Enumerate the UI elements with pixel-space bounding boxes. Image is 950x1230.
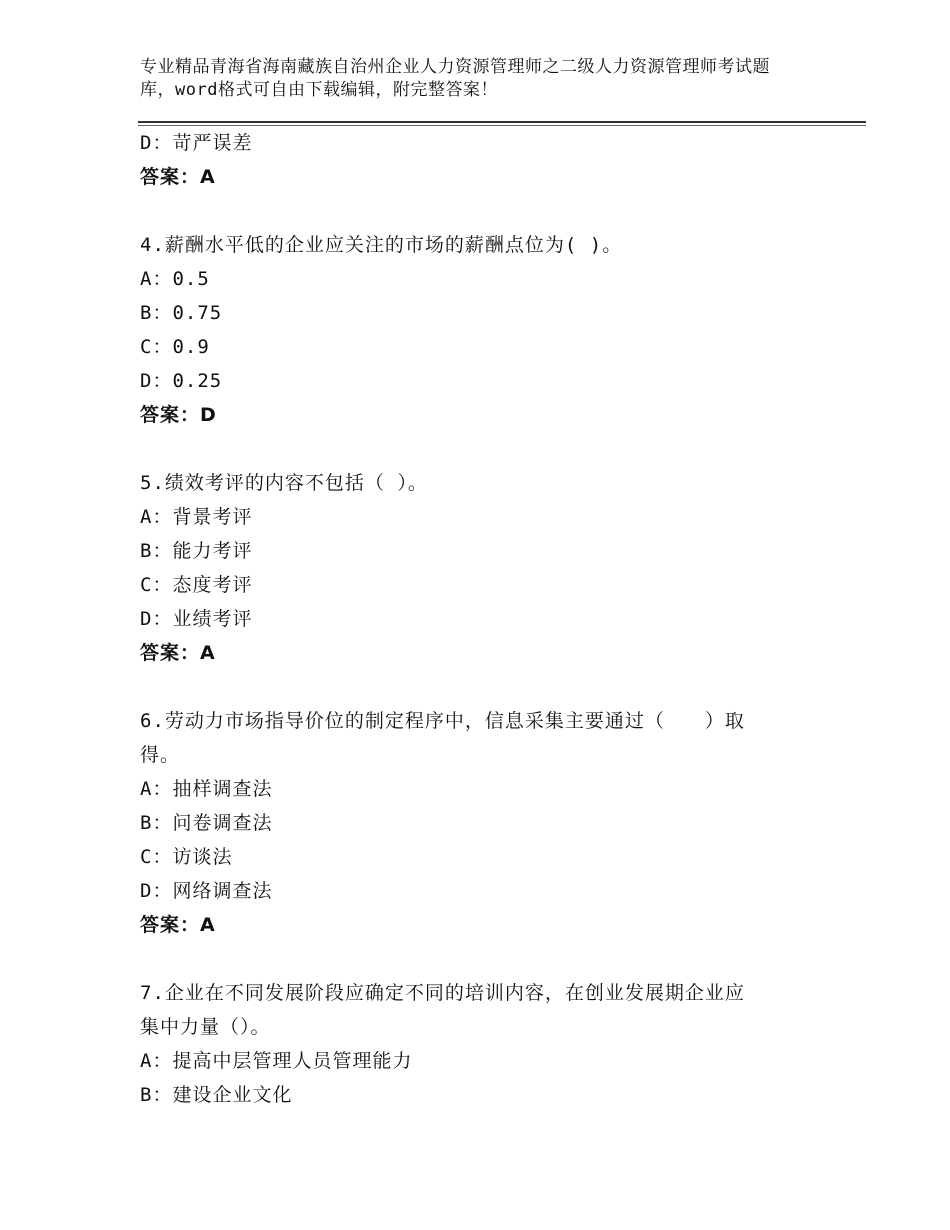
option-a: A：背景考评	[140, 506, 253, 528]
header-title-line-1: 专业精品青海省海南藏族自治州企业人力资源管理师之二级人力资源管理师考试题	[140, 57, 770, 77]
question-3-tail	[140, 126, 840, 194]
exam-content	[140, 126, 840, 1112]
question-6	[140, 704, 840, 942]
question-7	[140, 976, 840, 1112]
option-d: D：网络调查法	[140, 880, 273, 902]
page-header	[140, 56, 840, 102]
question-text-line-1: 7.企业在不同发展阶段应确定不同的培训内容，在创业发展期企业应	[140, 982, 745, 1004]
option-c: C：0.9	[140, 336, 210, 358]
question-5	[140, 466, 840, 670]
option-d: D：0.25	[140, 370, 223, 392]
answer-line: 答案：D	[140, 404, 217, 426]
question-text-line-2: 集中力量（）。	[140, 1016, 271, 1038]
question-text-line-1: 6.劳动力市场指导价位的制定程序中，信息采集主要通过（ ）取	[140, 710, 745, 732]
spacer	[140, 942, 840, 976]
spacer	[140, 432, 840, 466]
answer-line: 答案：A	[140, 166, 216, 188]
question-4	[140, 228, 840, 432]
question-text-line-2: 得。	[140, 744, 181, 766]
question-text: 5.绩效考评的内容不包括（ ）。	[140, 472, 428, 494]
spacer	[140, 670, 840, 704]
option-c: C：态度考评	[140, 574, 253, 596]
option-b: B：问卷调查法	[140, 812, 273, 834]
header-title-line-2: 库，word格式可自由下载编辑，附完整答案！	[140, 80, 498, 100]
option-b: B：能力考评	[140, 540, 253, 562]
option-c: C：访谈法	[140, 846, 233, 868]
answer-line: 答案：A	[140, 642, 216, 664]
answer-line: 答案：A	[140, 914, 216, 936]
option-a: A：0.5	[140, 268, 210, 290]
header-rule-thick	[138, 121, 866, 123]
option-a: A：提高中层管理人员管理能力	[140, 1050, 413, 1072]
option-d: D：苛严误差	[140, 132, 253, 154]
option-a: A：抽样调查法	[140, 778, 273, 800]
spacer	[140, 194, 840, 228]
option-b: B：0.75	[140, 302, 223, 324]
option-d: D：业绩考评	[140, 608, 253, 630]
question-text: 4.薪酬水平低的企业应关注的市场的薪酬点位为( )。	[140, 234, 623, 256]
option-b: B：建设企业文化	[140, 1084, 293, 1106]
